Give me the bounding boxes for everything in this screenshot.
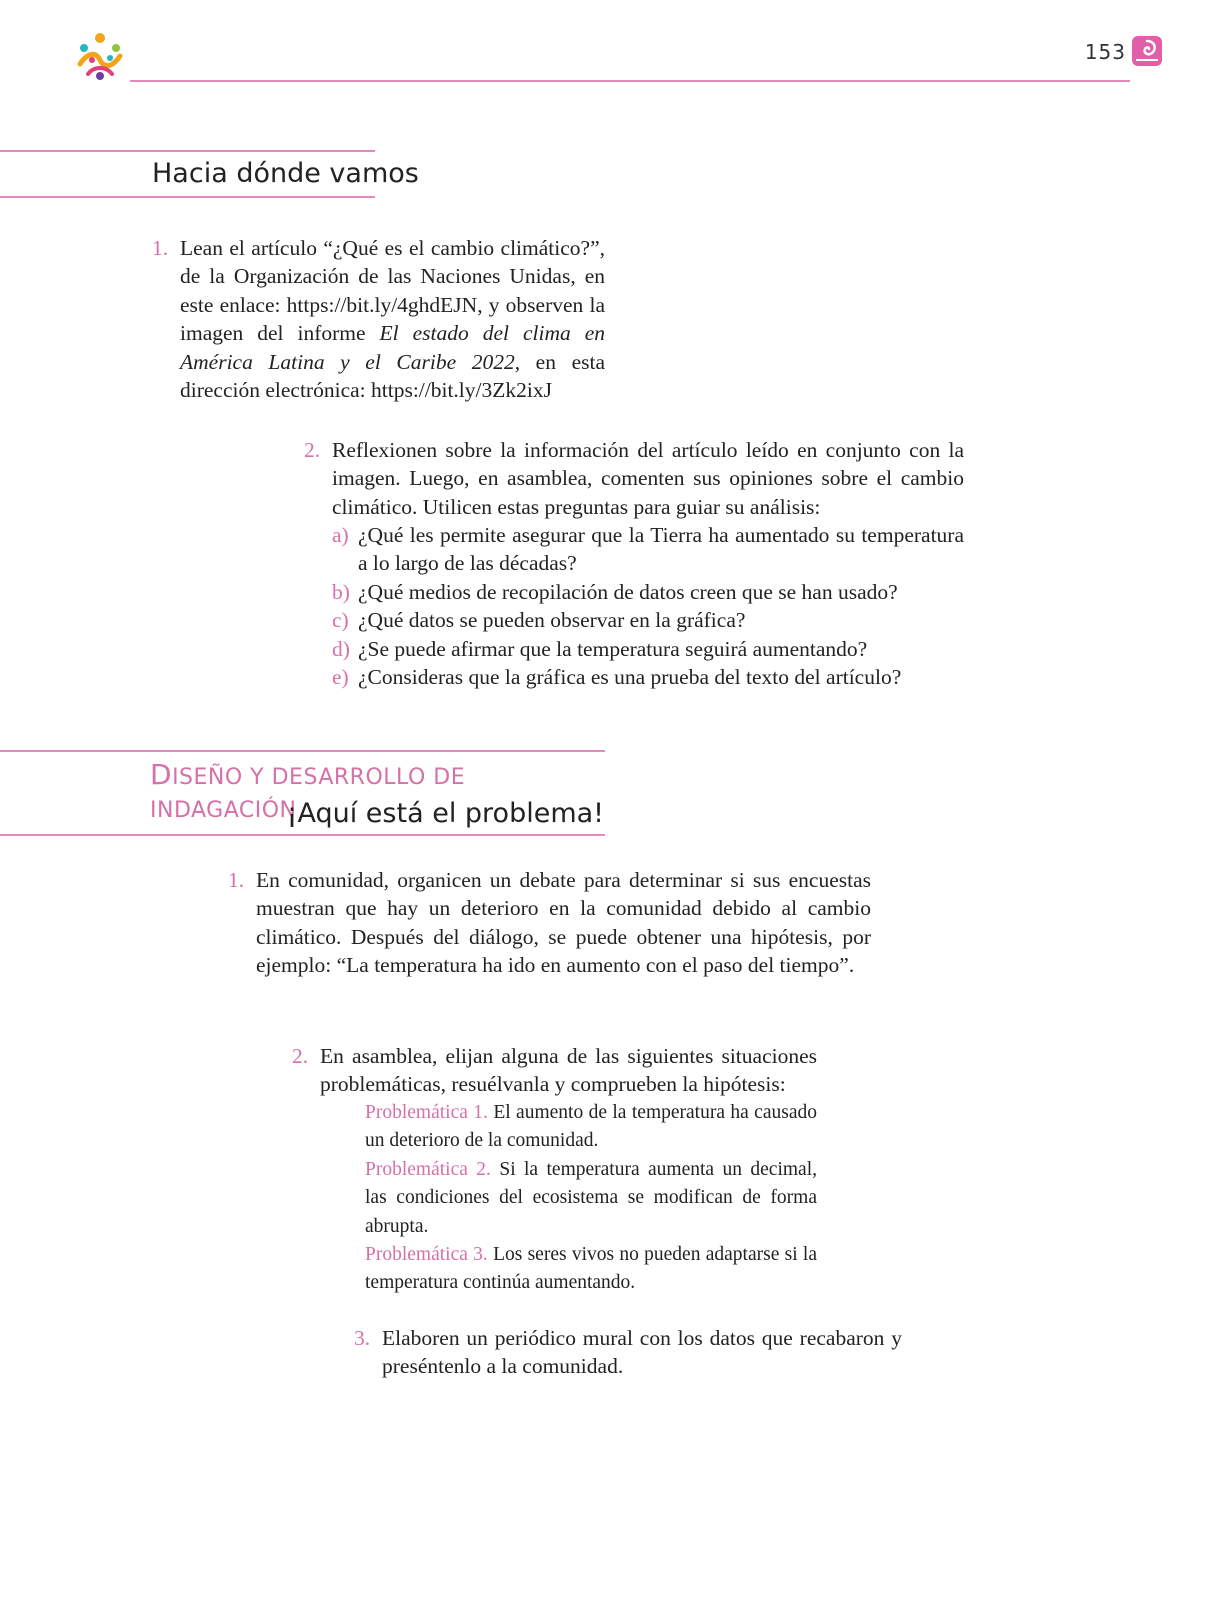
- spiral-ornament-icon: [1130, 34, 1164, 68]
- item-text: Elaboren un periódico mural con los datos que recabaron y preséntenlo a la comunidad.: [382, 1326, 902, 1379]
- section-rule-bottom: [0, 834, 605, 836]
- problem-text: Los seres vivos no pueden adaptarse si la temperatura continúa aumentando.: [365, 1244, 817, 1294]
- question-text: ¿Qué les permite asegurar que la Tierra ha aumentado su temperatura a lo largo de las décadas?: [358, 523, 964, 576]
- problem-text: El aumento de la temperatura ha causado un deterioro de la comunidad.: [365, 1102, 817, 1152]
- problem-item-2: [365, 1156, 817, 1241]
- question-text: ¿Qué medios de recopilación de datos creen que se han usado?: [358, 579, 898, 604]
- header-rule: [130, 80, 1130, 82]
- question-item-c: [332, 606, 964, 634]
- item-number: 3.: [354, 1326, 371, 1350]
- title-initial: D: [150, 758, 173, 791]
- section-rule-bottom: [0, 196, 375, 198]
- section-subtitle: ¡Aquí está el problema!: [286, 798, 604, 829]
- item-text: En comunidad, organicen un debate para determinar si sus encuestas muestran que hay un deterioro en la comunidad debido al cambio climático. Después del diálogo, se puede obtener una hipótesis, por ejemplo: “La temperatura ha ido en aumento con el paso del tiempo”.: [256, 868, 871, 978]
- report-title: El estado del clima en América Latina y el Caribe 2022: [180, 321, 605, 374]
- item-number: 2.: [304, 438, 321, 462]
- problem-label: Problemática 3.: [365, 1244, 488, 1266]
- problem-label: Problemática 1.: [365, 1102, 488, 1123]
- question-text: ¿Consideras que la gráfica es una prueba del texto del artículo?: [358, 665, 902, 690]
- item-number: 2.: [292, 1044, 309, 1068]
- question-label: b): [332, 579, 350, 604]
- question-item-d: [332, 635, 964, 663]
- question-list: [332, 521, 964, 691]
- page-number: 153: [1084, 40, 1126, 64]
- activity-item-2: [304, 436, 964, 521]
- inquiry-item-2: [292, 1042, 817, 1099]
- section-rule-top: [0, 750, 605, 752]
- inquiry-item-3: [354, 1324, 902, 1381]
- item-number: 1.: [152, 236, 169, 260]
- inquiry-item-1: [228, 866, 871, 980]
- question-label: e): [332, 665, 349, 690]
- question-text: ¿Qué datos se pueden observar en la gráfica?: [358, 608, 746, 633]
- problem-text: Si la temperatura aumenta un decimal, las condiciones del ecosistema se modifican de forma abrupta.: [365, 1158, 817, 1237]
- question-label: c): [332, 608, 349, 633]
- question-item-a: [332, 521, 964, 578]
- item-text: Lean el artículo “¿Qué es el cambio climático?”, de la Organización de las Naciones Unidas, en este enlace: https://bit.ly/4ghdEJN, y observen la imagen del informe: [180, 236, 605, 346]
- activity-item-1: [152, 234, 605, 404]
- item-text: Reflexionen sobre la información del artículo leído en conjunto con la imagen. Luego, en asamblea, comenten sus opiniones sobre el cambio climático. Utilicen estas preguntas para guiar su análisis:: [332, 438, 964, 519]
- question-label: a): [332, 523, 349, 547]
- book-logo-icon: [70, 30, 130, 86]
- section-rule-top: [0, 150, 375, 152]
- problem-item-1: [365, 1099, 817, 1156]
- question-text: ¿Se puede afirmar que la temperatura seguirá aumentando?: [358, 636, 868, 661]
- problem-label: Problemática 2.: [365, 1158, 491, 1180]
- problem-item-3: [365, 1241, 817, 1298]
- question-item-b: [332, 578, 964, 606]
- title-small-caps: ISEÑO Y DESARROLLO DE INDAGACIÓN: [150, 765, 466, 823]
- problem-list: [365, 1099, 817, 1298]
- section-title-hacia-donde-vamos: Hacia dónde vamos: [152, 158, 419, 189]
- item-text: En asamblea, elijan alguna de las siguientes situaciones problemáticas, resuélvanla y comprueben la hipótesis:: [320, 1044, 817, 1097]
- item-text-end: , en esta dirección electrónica: https://bit.ly/3Zk2ixJ: [180, 349, 605, 403]
- question-item-e: [332, 663, 964, 691]
- item-number: 1.: [228, 868, 245, 892]
- question-label: d): [332, 636, 350, 661]
